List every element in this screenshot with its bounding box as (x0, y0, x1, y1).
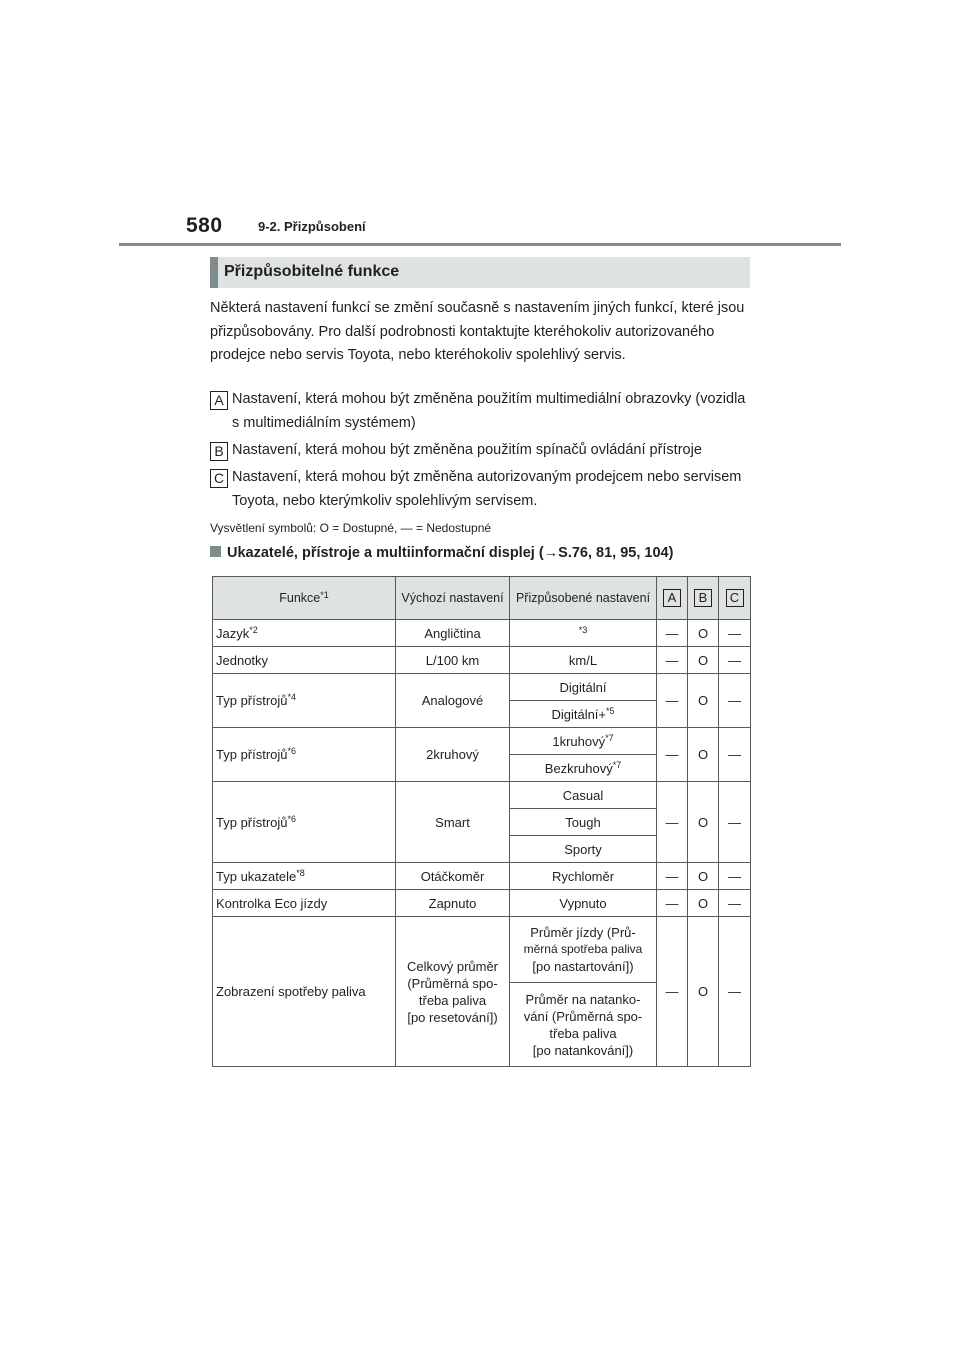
letter-b-box: B (210, 442, 228, 461)
heading-accent-bar (210, 257, 218, 288)
table-row (213, 728, 751, 755)
cell-a: — (657, 890, 688, 917)
cell-a: — (657, 620, 688, 647)
cell-function: Typ přístrojů$^{*6}$ (213, 728, 396, 782)
cell-function: Kontrolka Eco jízdy (213, 890, 396, 917)
item-c-text: Nastavení, která mohou být změněna autorizovaným prodejcem nebo servisem Toyota, nebo kterýmkoliv spolehlivým servisem. (232, 469, 742, 509)
header-default: Výchozí nastavení (396, 577, 510, 620)
cell-default: Analogové (396, 674, 510, 728)
cell-function: Typ přístrojů$^{*4}$ (213, 674, 396, 728)
item-a-text: Nastavení, která mohou být změněna použitím multimediální obrazovky (vozidla s multimediálním systémem) (232, 391, 746, 431)
cell-c: — (719, 917, 751, 1067)
section-title: 9-2. Přizpůsobení (258, 219, 366, 234)
table-row (213, 647, 751, 674)
table-row (213, 863, 751, 890)
item-b-text: Nastavení, která mohou být změněna použitím spínačů ovládání přístroje (232, 442, 702, 458)
cell-b: O (688, 890, 719, 917)
cell-custom: Digitální+$^{*5}$ (510, 701, 657, 728)
cell-b: O (688, 647, 719, 674)
subheading-text: Ukazatelé, přístroje a multiinformační displej (→S.76, 81, 95, 104) (227, 545, 674, 561)
table-row (213, 620, 751, 647)
cell-a: — (657, 728, 688, 782)
cell-b: O (688, 863, 719, 890)
heading-title: Přizpůsobitelné funkce (224, 263, 400, 280)
intro-paragraph: Některá nastavení funkcí se změní současně s nastavením jiných funkcí, které jsou přizpůsobovány. Pro další podrobnosti kontaktujte kteréhokoliv autorizovaného prodejce nebo servis Toyota, nebo kteréhokoliv spolehlivý servis. (210, 300, 745, 363)
cell-default: Zapnuto (396, 890, 510, 917)
cell-c: — (719, 674, 751, 728)
cell-c: — (719, 647, 751, 674)
cell-custom: Průměr jízdy (Prů- měrná spotřeba paliva [po nastartování]) (510, 917, 657, 983)
cell-default: Angličtina (396, 620, 510, 647)
cell-custom: km/L (510, 647, 657, 674)
cell-custom: Sporty (510, 836, 657, 863)
cell-b: O (688, 620, 719, 647)
header-b: B (688, 577, 719, 620)
cell-custom: Digitální (510, 674, 657, 701)
cell-default: 2kruhový (396, 728, 510, 782)
letter-c-box: C (210, 469, 228, 488)
settings-table (212, 576, 751, 1067)
cell-a: — (657, 917, 688, 1067)
cell-default: Celkový průměr (Průměrná spo- třeba paliva [po resetování]) (396, 917, 510, 1067)
header-rule (119, 243, 841, 246)
table-row (213, 890, 751, 917)
cell-a: — (657, 647, 688, 674)
table-header-row (213, 577, 751, 620)
cell-default: L/100 km (396, 647, 510, 674)
cell-custom: Bezkruhový$^{*7}$ (510, 755, 657, 782)
header-a: A (657, 577, 688, 620)
cell-c: — (719, 728, 751, 782)
page-number: 580 (186, 214, 223, 237)
cell-function: Zobrazení spotřeby paliva (213, 917, 396, 1067)
cell-custom: Casual (510, 782, 657, 809)
table-row (213, 917, 751, 983)
cell-function: Typ přístrojů$^{*6}$ (213, 782, 396, 863)
cell-a: — (657, 674, 688, 728)
header-function: Funkce$^{*1}$ (213, 577, 396, 620)
cell-b: O (688, 782, 719, 863)
cell-b: O (688, 674, 719, 728)
cell-custom: Rychloměr (510, 863, 657, 890)
cell-c: — (719, 890, 751, 917)
cell-custom: Průměr na natanko- vání (Průměrná spo- třeba paliva [po natankování]) (510, 983, 657, 1067)
cell-b: O (688, 917, 719, 1067)
square-bullet-icon (210, 546, 221, 557)
cell-a: — (657, 782, 688, 863)
header-c: C (719, 577, 751, 620)
cell-custom: *3 (510, 620, 657, 647)
cell-b: O (688, 728, 719, 782)
table-row (213, 674, 751, 701)
symbol-legend: Vysvětlení symbolů: O = Dostupné, — = Nedostupné (210, 521, 492, 535)
cell-function: Jazyk$^{*2}$ (213, 620, 396, 647)
cell-function: Jednotky (213, 647, 396, 674)
cell-a: — (657, 863, 688, 890)
letter-a-box: A (210, 391, 228, 410)
cell-default: Otáčkoměr (396, 863, 510, 890)
cell-c: — (719, 782, 751, 863)
cell-custom: Vypnuto (510, 890, 657, 917)
cell-custom: Tough (510, 809, 657, 836)
cell-custom: 1kruhový$^{*7}$ (510, 728, 657, 755)
heading-box (210, 257, 750, 288)
subheading (210, 545, 673, 561)
cell-c: — (719, 863, 751, 890)
table-row (213, 782, 751, 809)
cell-default: Smart (396, 782, 510, 863)
header-custom: Přizpůsobené nastavení (510, 577, 657, 620)
cell-c: — (719, 620, 751, 647)
cell-function: Typ ukazatele$^{*8}$ (213, 863, 396, 890)
